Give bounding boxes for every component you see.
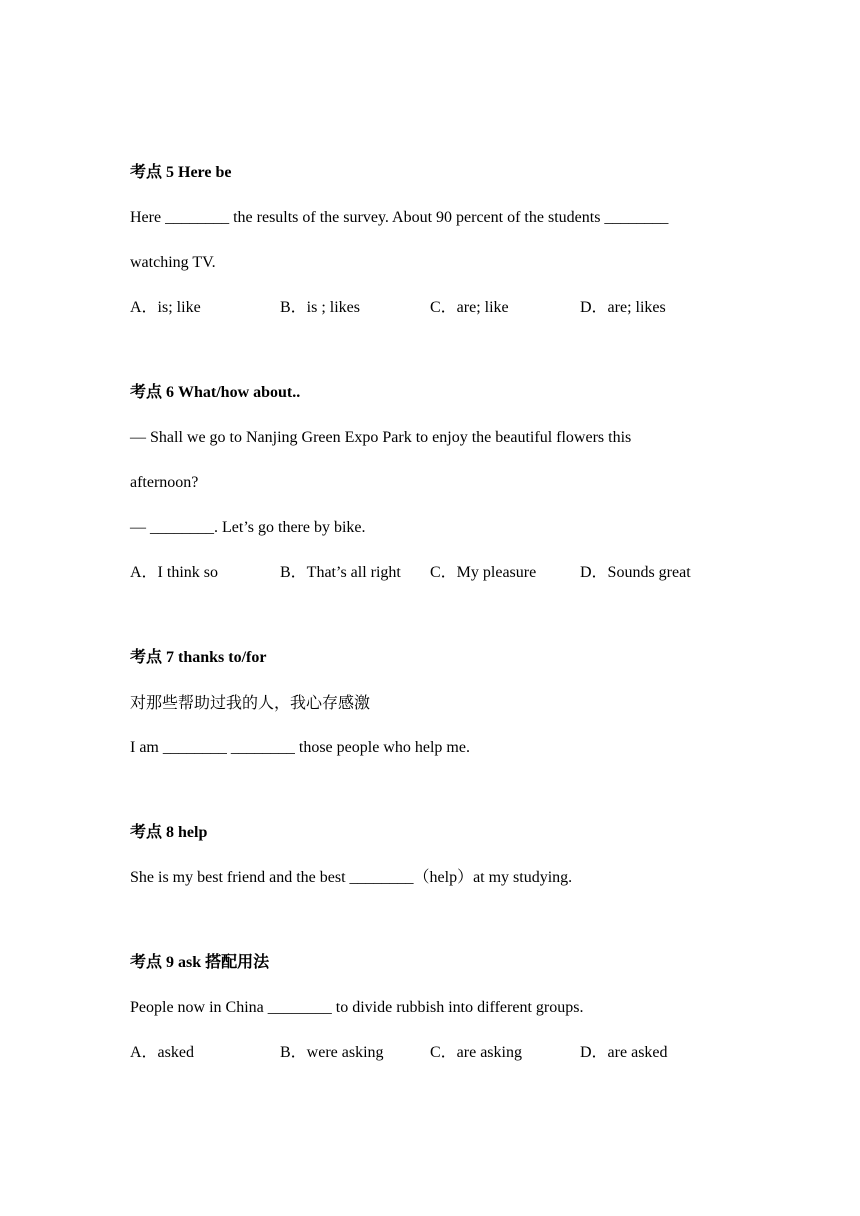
section-6-question-line-3: — ________. Let’s go there by bike. [130,519,366,536]
section-7-chinese-prompt: 对那些帮助过我的人，我心存感激 [130,693,371,712]
section-6-heading: 考点 6 What/how about.. [130,384,301,401]
section-6-options [130,563,750,583]
section-6-question-line-2: afternoon? [130,474,199,491]
section-9-option-d: D．are asked [580,1044,668,1061]
section-9-option-c: C．are asking [430,1044,522,1061]
section-5-option-d: D．are; likes [580,299,666,316]
section-6-question-line-1: — Shall we go to Nanjing Green Expo Park to enjoy the beautiful flowers this [130,429,632,446]
section-8-heading: 考点 8 help [130,824,208,841]
section-9-options [130,1043,750,1063]
section-7-question-line-1: I am ________ ________ those people who help me. [130,739,470,756]
section-8-question-line-1: She is my best friend and the best ________（help）at my studying. [130,869,573,886]
section-5-options [130,298,750,318]
section-7-heading: 考点 7 thanks to/for [130,649,267,666]
section-5-heading: 考点 5 Here be [130,164,232,181]
section-6-option-c: C．My pleasure [430,564,537,581]
section-9-option-b: B．were asking [280,1044,384,1061]
section-6-option-b: B．That’s all right [280,564,401,581]
section-5-option-a: A．is; like [130,299,201,316]
section-5-option-c: C．are; like [430,299,509,316]
section-6-option-a: A．I think so [130,564,219,581]
section-9-question-line-1: People now in China ________ to divide rubbish into different groups. [130,999,584,1016]
section-5-option-b: B．is ; likes [280,299,361,316]
section-5-question-line-1: Here ________ the results of the survey. About 90 percent of the students ________ [130,209,669,226]
section-9-heading: 考点 9 ask 搭配用法 [130,954,270,971]
section-9-option-a: A．asked [130,1044,194,1061]
section-6-option-d: D．Sounds great [580,564,691,581]
section-5-question-line-2: watching TV. [130,254,216,271]
